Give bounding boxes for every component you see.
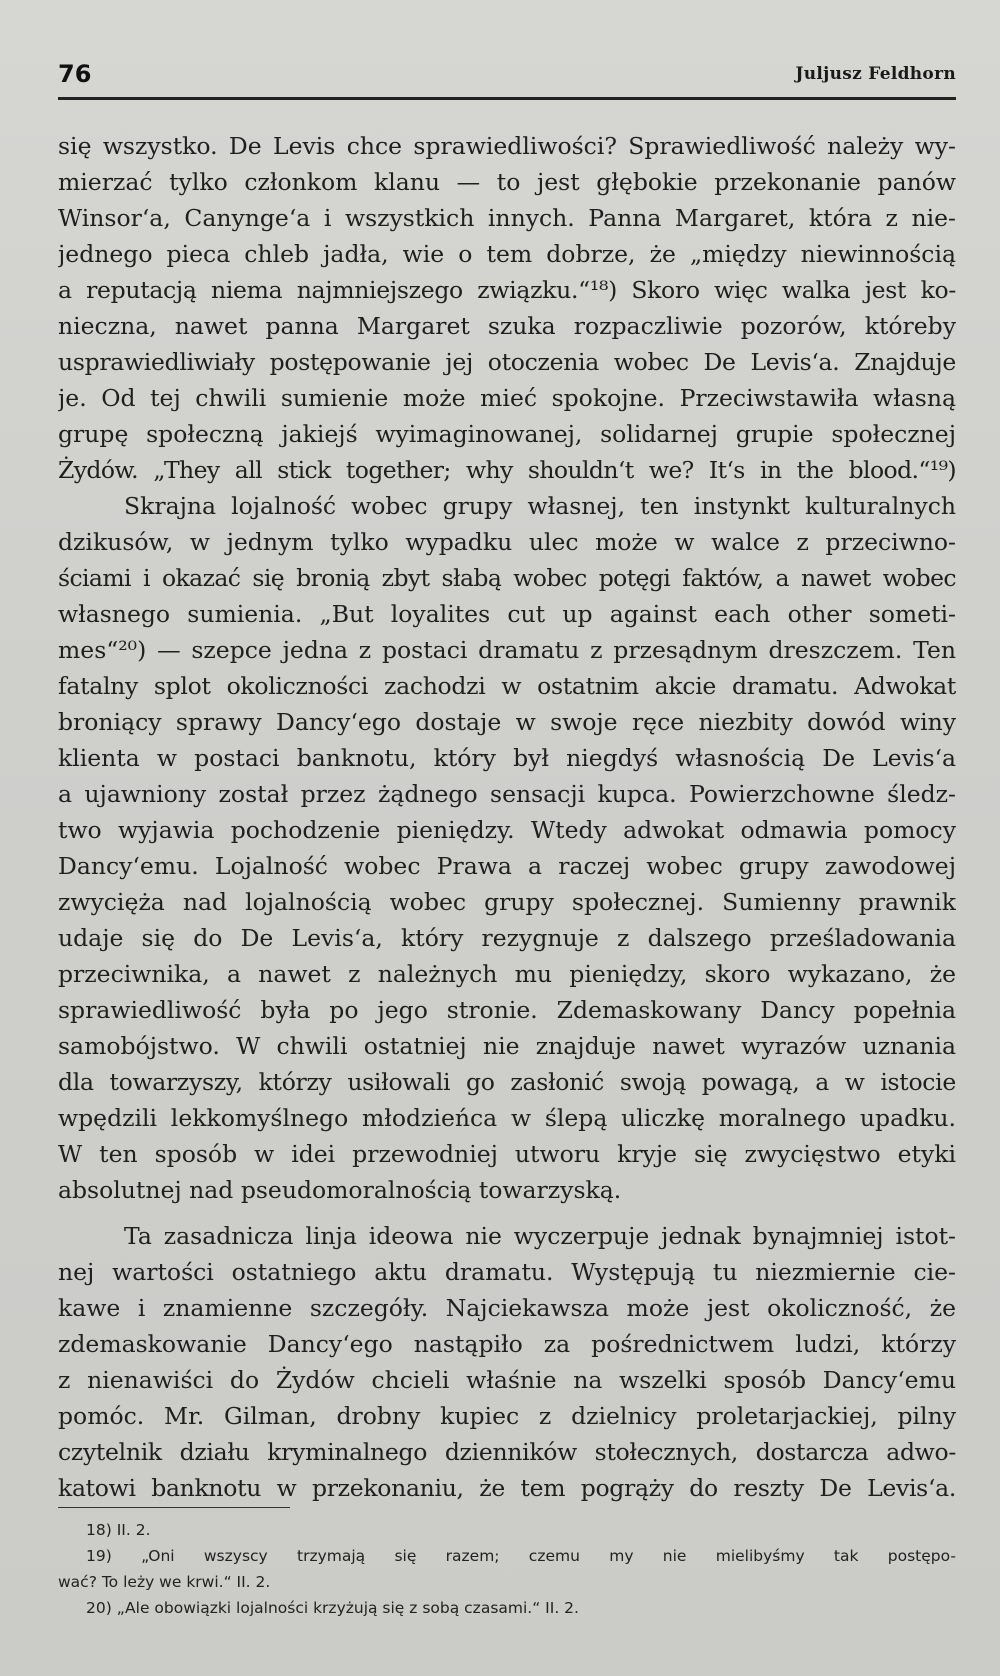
text-line: samobójstwo. W chwili ostatniej nie znajduje nawet wyrazów uznania <box>58 1032 956 1060</box>
text-line: nieczna, nawet panna Margaret szuka rozpaczliwie pozorów, któreby <box>58 312 956 340</box>
text-line: udaje się do De Levis‘a, który rezygnuje z dalszego prześladowania <box>58 924 956 952</box>
text-line: się wszystko. De Levis chce sprawiedliwości? Sprawiedliwość należy wy- <box>58 132 956 160</box>
text-line: mierzać tylko członkom klanu — to jest głębokie przekonanie panów <box>58 168 956 196</box>
page-header <box>58 60 956 94</box>
body-text <box>58 128 956 1506</box>
text-line: ściami i okazać się bronią zbyt słabą wobec potęgi faktów, a nawet wobec <box>58 564 956 592</box>
footnote-20 <box>58 1595 956 1621</box>
footnotes <box>58 1517 956 1621</box>
text-line: wpędzili lekkomyślnego młodzieńca w ślepą uliczkę moralnego upadku. <box>58 1104 956 1132</box>
text-line: klienta w postaci banknotu, który był niegdyś własnością De Levis‘a <box>58 744 956 772</box>
footnote-text: II. 2. <box>116 1521 151 1539</box>
paragraph-start: Skrajna lojalność wobec grupy własnej, ten instynkt kulturalnych <box>124 492 956 520</box>
text-line: przeciwnika, a nawet z należnych mu pieniędzy, skoro wykazano, że <box>58 960 956 988</box>
text-line: je. Od tej chwili sumienie może mieć spokojne. Przeciwstawiła własną <box>58 384 956 412</box>
text-line: dla towarzyszy, którzy usiłowali go zasłonić swoją powagą, a w istocie <box>58 1068 956 1096</box>
text-line: nej wartości ostatniego aktu dramatu. Występują tu niezmiernie cie- <box>58 1258 956 1286</box>
footnote-rule <box>58 1507 290 1508</box>
text-line: a ujawniony został przez żądnego sensacji kupca. Powierzchowne śledz- <box>58 780 956 808</box>
text-line: Dancy‘emu. Lojalność wobec Prawa a raczej wobec grupy zawodowej <box>58 852 956 880</box>
text-line: absolutnej nad pseudomoralnością towarzyską. <box>58 1176 622 1204</box>
paragraph-start: Ta zasadnicza linja ideowa nie wyczerpuje jednak bynajmniej istot- <box>124 1222 956 1250</box>
footnote-text: „Oni wszyscy trzymają się razem; czemu my nie mielibyśmy tak postępo- <box>141 1547 956 1565</box>
text-line: a reputacją niema najmniejszego związku.“¹⁸) Skoro więc walka jest ko- <box>58 276 956 304</box>
text-line: czytelnik działu kryminalnego dzienników stołecznych, dostarcza adwo- <box>58 1438 956 1466</box>
text-line: two wyjawia pochodzenie pieniędzy. Wtedy adwokat odmawia pomocy <box>58 816 956 844</box>
footnote-19 <box>58 1543 956 1569</box>
footnote-mark: 20) <box>86 1599 112 1617</box>
text-line: dzikusów, w jednym tylko wypadku ulec może w walce z przeciwno- <box>58 528 956 556</box>
text-line: własnego sumienia. „But loyalites cut up against each other someti- <box>58 600 956 628</box>
text-line: pomóc. Mr. Gilman, drobny kupiec z dzielnicy proletarjackiej, pilny <box>58 1402 956 1430</box>
header-rule <box>58 97 956 100</box>
footnote-19-continued: wać? To leży we krwi.“ II. 2. <box>58 1573 271 1591</box>
footnote-text: „Ale obowiązki lojalności krzyżują się z sobą czasami.“ II. 2. <box>116 1599 579 1617</box>
text-line: Żydów. „They all stick together; why shouldn‘t we? It‘s in the blood.“¹⁹) <box>58 456 956 484</box>
text-line: zdemaskowanie Dancy‘ego nastąpiło za pośrednictwem ludzi, którzy <box>58 1330 956 1358</box>
text-line: broniący sprawy Dancy‘ego dostaje w swoje ręce niezbity dowód winy <box>58 708 956 736</box>
footnote-mark: 18) <box>86 1521 112 1539</box>
text-line: jednego pieca chleb jadła, wie o tem dobrze, że „między niewinnością <box>58 240 956 268</box>
text-line: zwycięża nad lojalnością wobec grupy społecznej. Sumienny prawnik <box>58 888 956 916</box>
text-line: mes“²⁰) — szepce jedna z postaci dramatu z przesądnym dreszczem. Ten <box>58 636 956 664</box>
text-line: z nienawiści do Żydów chcieli właśnie na wszelki sposób Dancy‘emu <box>58 1366 956 1394</box>
text-line: katowi banknotu w przekonaniu, że tem pogrąży do reszty De Levis‘a. <box>58 1474 956 1502</box>
footnote-mark: 19) <box>86 1547 112 1565</box>
footnote-18 <box>58 1517 956 1543</box>
text-line: W ten sposób w idei przewodniej utworu kryje się zwycięstwo etyki <box>58 1140 956 1168</box>
text-line: kawe i znamienne szczegóły. Najciekawsza może jest okoliczność, że <box>58 1294 956 1322</box>
text-line: Winsor‘a, Canynge‘a i wszystkich innych. Panna Margaret, która z nie- <box>58 204 956 232</box>
text-line: grupę społeczną jakiejś wyimaginowanej, solidarnej grupie społecznej <box>58 420 956 448</box>
text-line: sprawiedliwość była po jego stronie. Zdemaskowany Dancy popełnia <box>58 996 956 1024</box>
running-title: Juljusz Feldhorn <box>795 64 956 84</box>
text-line: fatalny splot okoliczności zachodzi w ostatnim akcie dramatu. Adwokat <box>58 672 956 700</box>
text-line: usprawiedliwiały postępowanie jej otoczenia wobec De Levis‘a. Znajduje <box>58 348 956 376</box>
page-number: 76 <box>58 60 92 88</box>
